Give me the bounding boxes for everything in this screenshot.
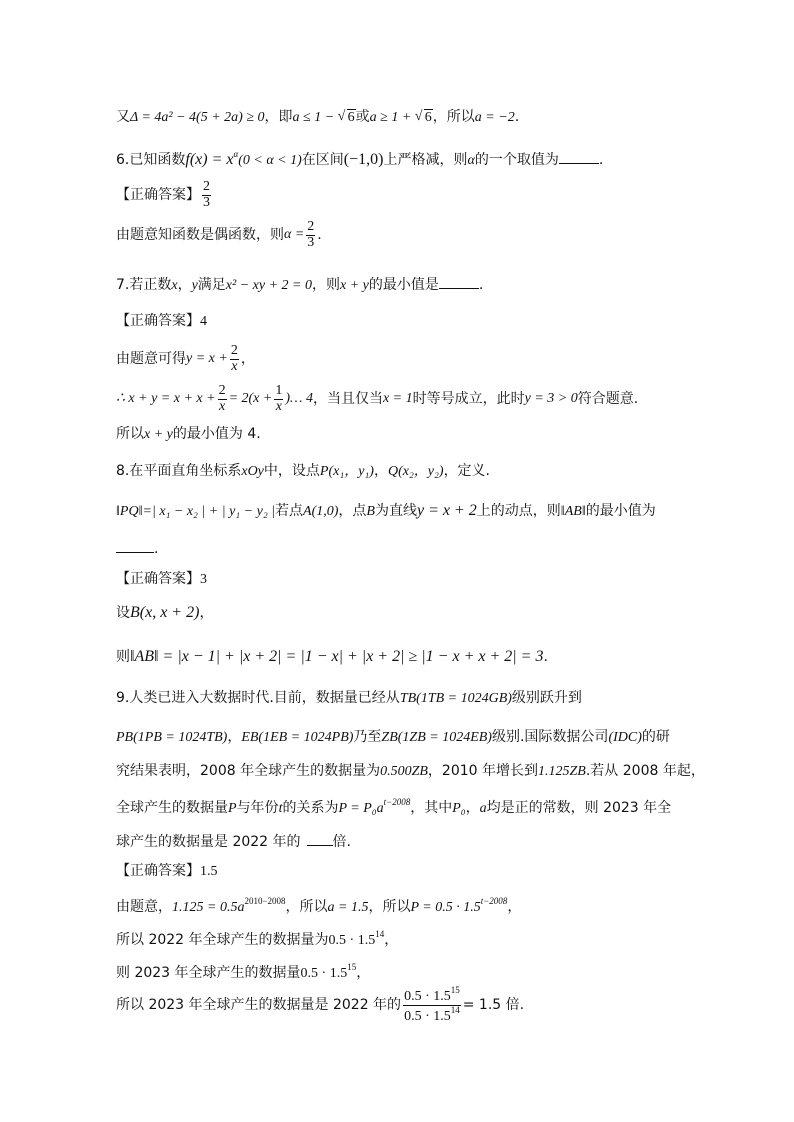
superscript: 14 xyxy=(375,929,385,939)
formula: x + y xyxy=(339,278,369,293)
text: = 1.5 倍. xyxy=(462,997,525,1014)
answer-blank xyxy=(307,833,333,846)
formula: y = x + 2 xyxy=(416,502,477,519)
formula: ‖AB‖ xyxy=(560,504,586,519)
fraction: $\frac{2}{3}$ xyxy=(307,219,315,250)
text: 所以 xyxy=(116,426,144,442)
answer-label: 【正确答案】 xyxy=(116,313,200,329)
formula: 0.500ZB xyxy=(380,764,428,779)
formula: ZB(1ZB = 1024EB) xyxy=(381,730,492,745)
answer-label: 【正确答案】 xyxy=(116,863,200,879)
text: 由题意知函数是偶函数，则 xyxy=(116,227,284,244)
formula: (x) = x xyxy=(189,151,234,168)
text: ，所以 xyxy=(368,899,411,915)
question-9-line-1 xyxy=(116,691,582,706)
answer-6 xyxy=(116,180,213,210)
text: ， xyxy=(356,965,371,981)
superscript: 15 xyxy=(347,962,357,972)
formula: (0 < α < 1) xyxy=(238,153,302,168)
question-8-line-3: . xyxy=(116,540,158,556)
solution-line-1 xyxy=(116,110,519,125)
answer-blank xyxy=(439,276,479,289)
text: 上严格减，则 xyxy=(383,152,468,168)
text: ， xyxy=(507,899,522,915)
formula: α = xyxy=(284,227,305,243)
formula: ∴ x + y = x + x + xyxy=(116,391,216,407)
text: . xyxy=(514,109,520,125)
text: ， xyxy=(384,932,399,948)
formula: P₀ xyxy=(452,801,466,816)
text: 的最小值为 4. xyxy=(172,426,261,442)
text: . xyxy=(478,277,484,293)
text: 全球产生的数据量 xyxy=(116,800,228,816)
formula: x xyxy=(171,278,178,293)
fraction: $\frac{0.5 \cdot 1.5^{15}}{0.5 \cdot 1.5^{14}}$ xyxy=(404,985,460,1024)
answer-7 xyxy=(116,314,207,329)
formula: P = P₀a xyxy=(338,801,384,816)
solution-8-line-2 xyxy=(116,649,548,665)
formula: a = 1.5 xyxy=(327,900,369,915)
text: 符合题意. xyxy=(577,391,639,408)
solution-6 xyxy=(116,220,322,250)
text: ，当且仅当 xyxy=(312,391,383,408)
text: ，即 xyxy=(264,109,293,125)
text: 或 xyxy=(355,109,370,125)
text: 在区间 xyxy=(301,152,344,168)
question-8-line-1 xyxy=(116,464,490,479)
text: ，点 xyxy=(338,503,367,519)
formula: P xyxy=(228,801,237,816)
text: . xyxy=(543,649,548,665)
formula: a ≤ 1 − xyxy=(292,110,338,125)
solution-7-line-1 xyxy=(116,344,255,374)
text: ， xyxy=(240,351,255,368)
formula: ‖AB‖ = |x − 1| + |x + 2| = |1 − x| + |x + 2| ≥ |1 − x + x + 2| = 3 xyxy=(130,648,544,665)
text: .若从 2008 年起， xyxy=(585,763,705,779)
formula: f xyxy=(185,151,190,168)
solution-9-line-1 xyxy=(116,897,521,915)
text: ， xyxy=(177,277,192,293)
text: ， xyxy=(373,463,388,479)
text: 级别.国际数据公司 xyxy=(491,729,609,745)
text: ，则 xyxy=(311,277,340,293)
text: 的最小值是 xyxy=(368,277,439,293)
text: 则 2023 年全球产生的数据量 xyxy=(116,965,301,981)
answer-value: 3 xyxy=(200,572,207,587)
superscript: t−2008 xyxy=(480,896,508,906)
formula: x = 1 xyxy=(382,391,413,407)
formula: Q(x₂，y₂) xyxy=(387,464,444,479)
answer-blank xyxy=(116,540,154,553)
answer-9 xyxy=(116,864,218,879)
formula: y = 3 > 0 xyxy=(524,391,578,407)
solution-8-line-1 xyxy=(116,605,213,621)
text: . xyxy=(317,227,322,244)
formula: EB(1EB = 1024PB) xyxy=(241,730,354,745)
formula: a ≥ 1 + xyxy=(369,110,415,125)
text: 倍. xyxy=(332,834,351,850)
text: 均是正的常数，则 2023 年全 xyxy=(486,800,672,816)
text: 的最小值为 xyxy=(585,503,656,519)
formula: Δ = 4a² − 4(5 + 2a) ≥ 0 xyxy=(130,110,265,125)
formula: P = 0.5 · 1.5 xyxy=(410,900,481,915)
formula: a = −2 xyxy=(474,110,515,125)
text: 又 xyxy=(116,109,130,125)
text: 乃至 xyxy=(353,729,382,745)
text: 所以 2023 年全球产生的数据量是 2022 年的 xyxy=(116,997,402,1014)
answer-8 xyxy=(116,572,207,587)
text: 的研 xyxy=(641,729,670,745)
answer-label: 【正确答案】 xyxy=(116,571,200,587)
formula: ‖PQ‖=| x₁ − x₂ | + | y₁ − y₂ | xyxy=(116,504,276,519)
formula: (IDC) xyxy=(608,730,642,745)
superscript: t−2008 xyxy=(383,797,411,807)
text: ，定义. xyxy=(443,463,491,479)
text: ， xyxy=(199,605,214,621)
text: ，所以 xyxy=(285,899,328,915)
text: . xyxy=(598,152,604,168)
question-9-line-4 xyxy=(116,798,671,816)
text: 级别跃升到 xyxy=(511,690,582,706)
text: ，其中 xyxy=(410,800,453,816)
text: ，2010 年增长到 xyxy=(427,763,539,779)
fraction: $\frac{1}{x}$ xyxy=(275,383,283,414)
formula: x² − xy + 2 = 0 xyxy=(225,278,312,293)
text: 则 xyxy=(116,649,130,665)
text: 8.在平面直角坐标系 xyxy=(116,463,242,479)
text: 的关系为 xyxy=(282,800,339,816)
formula: x + y xyxy=(144,427,173,442)
text: 中，设点 xyxy=(263,463,320,479)
formula: B xyxy=(366,504,375,519)
text: 若点 xyxy=(275,503,304,519)
text: 为直线 xyxy=(374,503,417,519)
formula: y = x + xyxy=(186,351,228,367)
formula: α xyxy=(467,153,475,168)
fraction: $\frac{2}{x}$ xyxy=(218,383,226,414)
formula: t xyxy=(278,801,283,816)
text: 9.人类已进入大数据时代.目前，数据量已经从 xyxy=(116,690,400,706)
text: 由题意， xyxy=(116,899,172,915)
solution-9-line-3 xyxy=(116,963,370,981)
formula: A(1,0) xyxy=(303,504,339,519)
answer-label: 【正确答案】 xyxy=(116,187,200,204)
text: 6.已知函数 xyxy=(116,152,186,168)
text: 所以 2022 年全球产生的数据量为 xyxy=(116,932,329,948)
text: 设 xyxy=(116,605,130,621)
question-6 xyxy=(116,150,603,168)
solution-9-line-2 xyxy=(116,930,398,948)
formula: )… 4 xyxy=(285,391,313,407)
formula: 1.125ZB xyxy=(538,764,586,779)
fraction: $\frac{2}{3}$ xyxy=(203,179,210,210)
text: 时等号成立，此时 xyxy=(412,391,525,408)
text: 与年份 xyxy=(236,800,279,816)
formula: 0.5 · 1.5 xyxy=(300,966,348,981)
text: 的一个取值为 xyxy=(474,152,559,168)
text: 满足 xyxy=(197,277,226,293)
superscript: α xyxy=(233,149,239,159)
formula: 1.125 = 0.5a xyxy=(172,900,245,915)
text: 7.若正数 xyxy=(116,277,172,293)
fraction: $\frac{2}{x}$ xyxy=(230,343,238,374)
formula: (−1,0) xyxy=(343,151,384,168)
formula: xOy xyxy=(241,464,264,479)
answer-value: 1.5 xyxy=(200,864,218,879)
text: 上的动点，则 xyxy=(476,503,561,519)
sqrt: √ 6 xyxy=(415,111,433,125)
answer-blank xyxy=(559,151,599,164)
text: ，所以 xyxy=(432,109,475,125)
solution-9-line-4 xyxy=(116,986,524,1024)
text: ， xyxy=(227,729,242,745)
question-9-line-2 xyxy=(116,730,670,745)
formula: TB(1TB = 1024GB) xyxy=(399,691,512,706)
question-8-line-2 xyxy=(116,503,656,519)
formula: y xyxy=(191,278,198,293)
solution-7-line-3 xyxy=(116,427,261,442)
formula: PB(1PB = 1024TB) xyxy=(116,730,228,745)
question-9-line-3 xyxy=(116,764,705,779)
text: 究结果表明，2008 年全球产生的数据量为 xyxy=(116,763,381,779)
formula: = 2(x + xyxy=(228,391,273,407)
text: ， xyxy=(465,800,480,816)
formula: B(x, x + 2) xyxy=(130,604,200,621)
superscript: 2010−2008 xyxy=(244,896,286,906)
question-9-line-5 xyxy=(116,833,351,849)
sqrt: √ 6 xyxy=(338,111,356,125)
text: 由题意可得 xyxy=(116,351,186,368)
solution-7-line-2 xyxy=(116,384,638,414)
formula: 0.5 · 1.5 xyxy=(328,933,376,948)
text: 球产生的数据量是 2022 年的 xyxy=(116,834,301,850)
formula: a xyxy=(479,801,487,816)
answer-value: 4 xyxy=(200,314,207,329)
formula: P(x₁，y₁) xyxy=(319,464,374,479)
question-7 xyxy=(116,276,483,293)
